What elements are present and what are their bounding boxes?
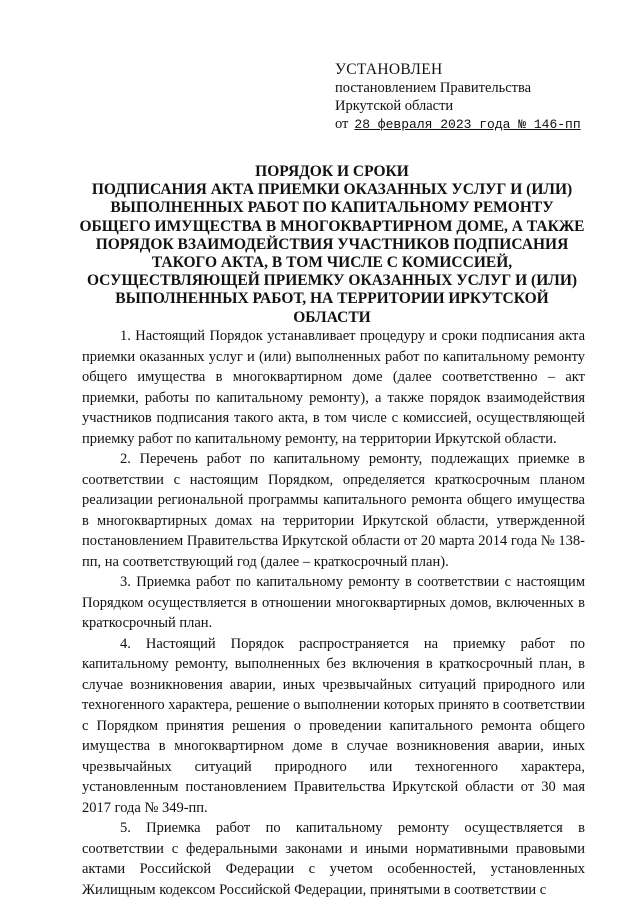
- title-line-9: ОБЛАСТИ: [293, 308, 371, 326]
- paragraph-2: 2. Перечень работ по капитальному ремонту, подлежащих приемке в соответствии с настоящим Порядком, определяется краткосрочным планом реализации региональной программы капитального ремонта общего имущества в многоквартирных домах на территории Иркутской области, утвержденной постановлением Правительства Иркутской области от 20 марта 2014 года № 138-пп, на соответствующий год (далее – краткосрочный план).: [82, 451, 585, 570]
- paragraph-3: 3. Приемка работ по капитальному ремонту в соответствии с настоящим Порядком осуществляется в отношении многоквартирных домов, включенных в краткосрочный план.: [82, 574, 585, 631]
- title-line-2: ПОДПИСАНИЯ АКТА ПРИЕМКИ ОКАЗАННЫХ УСЛУГ И (ИЛИ): [91, 181, 573, 199]
- title-line-6: ТАКОГО АКТА, В ТОМ ЧИСЛЕ С КОМИССИЕЙ,: [151, 254, 513, 272]
- approval-block: [335, 61, 625, 134]
- approval-date-value: 28 февраля 2023 года № 146-пп: [354, 117, 581, 132]
- approval-date-prefix: от: [335, 116, 349, 132]
- document-body: [82, 326, 585, 900]
- title-line-1: ПОРЯДОК И СРОКИ: [255, 163, 409, 180]
- title-line-8: ВЫПОЛНЕННЫХ РАБОТ, НА ТЕРРИТОРИИ ИРКУТСКОЙ: [115, 290, 549, 308]
- approval-heading: УСТАНОВЛЕН: [335, 61, 443, 78]
- paragraph-5: 5. Приемка работ по капитальному ремонту осуществляется в соответствии с федеральными законами и иными нормативными правовыми актами Российской Федерации с учетом особенностей, установленных Жилищным кодексом Российской Федерации, принятыми в соответствии с: [82, 820, 585, 898]
- title-line-5: ПОРЯДОК ВЗАИМОДЕЙСТВИЯ УЧАСТНИКОВ ПОДПИСАНИЯ: [95, 235, 569, 253]
- approval-line-2: Иркутской области: [335, 98, 454, 114]
- approval-line-1: постановлением Правительства: [335, 80, 532, 96]
- paragraph-4: 4. Настоящий Порядок распространяется на приемку работ по капитальному ремонту, выполненных без включения в краткосрочный план, в случае возникновения аварии, иных чрезвычайных ситуаций природного или техногенного характера, решение о выполнении которых принято в соответствии с Порядком принятия решения о проведении капитального ремонта общего имущества в многоквартирном доме в случае возникновения аварии, иных чрезвычайных ситуаций природного или техногенного характера, установленным постановлением Правительства Иркутской области от 30 мая 2017 года № 349-пп.: [82, 635, 585, 816]
- document-title: [72, 163, 592, 327]
- title-line-7: ОСУЩЕСТВЛЯЮЩЕЙ ПРИЕМКУ ОКАЗАННЫХ УСЛУГ И (ИЛИ): [86, 272, 578, 290]
- title-line-4: ОБЩЕГО ИМУЩЕСТВА В МНОГОКВАРТИРНОМ ДОМЕ, А ТАКЖЕ: [79, 217, 585, 235]
- paragraph-1: 1. Настоящий Порядок устанавливает процедуру и сроки подписания акта приемки оказанных услуг и (или) выполненных работ по капитальному ремонту общего имущества в многоквартирном доме (далее соответственно – акт приемки, работы по капитальному ремонту), а также порядок взаимодействия участников подписания такого акта, в том числе с комиссией, осуществляющей приемку работ по капитальному ремонту, на территории Иркутской области.: [82, 328, 585, 447]
- approval-date-line: [335, 115, 625, 134]
- title-line-3: ВЫПОЛНЕННЫХ РАБОТ ПО КАПИТАЛЬНОМУ РЕМОНТУ: [110, 199, 554, 217]
